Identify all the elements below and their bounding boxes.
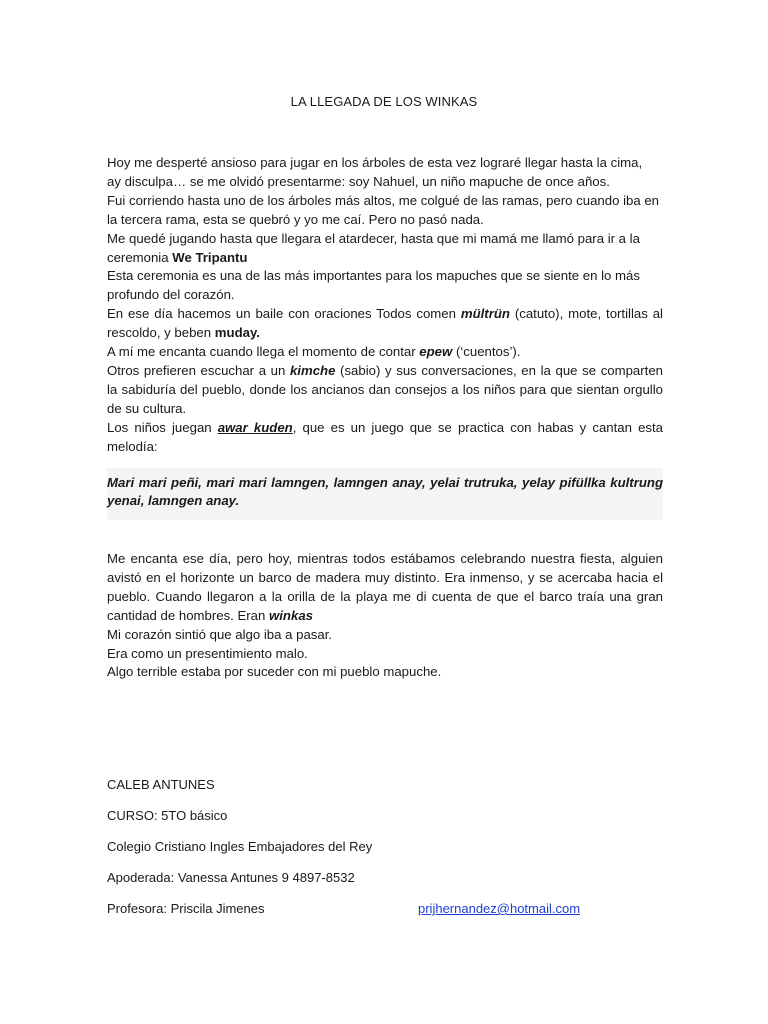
text-span: A mí me encanta cuando llega el momento de contar [107, 344, 420, 360]
text-span: (catuto), mote, tortillas al rescoldo, y beben [107, 306, 663, 341]
document-title: LA LLEGADA DE LOS WINKAS [290, 94, 478, 109]
story-body-continued [107, 550, 663, 682]
song-lyrics: Mari mari peñi, mari mari lamngen, lamngen anay, yelai trutruka, yelay pifüllka kultrung yenai, lamngen anay. [107, 468, 663, 520]
guardian-line: Apoderada: Vanessa Antunes 9 4897-8532 [107, 870, 355, 885]
paragraph-line: Mi corazón sintió que algo iba a pasar. [107, 626, 333, 642]
text-span: , que es un juego que se practica con habas y cantan esta melodía: [107, 419, 663, 454]
author-info [107, 776, 667, 931]
mapudungun-term: kimche [289, 362, 336, 378]
game-term: awar kuden [217, 419, 293, 435]
text-span: Me encanta ese día, pero hoy, mientras todos estábamos celebrando nuestra fiesta, alguien avistó en el horizonte un barco de madera muy distinto. Era inmenso, y se acercaba hacia el pueblo. Cuando llegaron a la orilla de la playa me di cuenta de que el barco traía una gran cantidad de hombres. Eran [107, 551, 663, 623]
paragraph-line [107, 419, 663, 457]
paragraph-line [107, 230, 663, 268]
paragraph-line [107, 362, 663, 419]
teacher-name: Profesora: Priscila Jimenes [107, 901, 265, 916]
text-span: (‘cuentos’). [452, 344, 521, 360]
paragraph-line [107, 550, 663, 626]
paragraph-line: Algo terrible estaba por suceder con mi pueblo mapuche. [107, 664, 442, 680]
text-span: En ese día hacemos un baile con oraciones Todos comen [107, 306, 461, 322]
ceremony-name: We Tripantu [172, 249, 248, 265]
paragraph-line: ay disculpa… se me olvidó presentarme: soy Nahuel, un niño mapuche de once años. [107, 173, 610, 189]
paragraph-line: Era como un presentimiento malo. [107, 645, 308, 661]
paragraph-line: Esta ceremonia es una de las más importantes para los mapuches que se siente en lo más profundo del corazón. [107, 268, 640, 303]
paragraph-line: Fui corriendo hasta uno de los árboles más altos, me colgué de las ramas, pero cuando iba en la tercera rama, esta se quebró y yo me caí. Pero no pasó nada. [107, 192, 659, 227]
course-line: CURSO: 5TO básico [107, 808, 228, 823]
email-link[interactable]: prijhernandez@hotmail.com [418, 901, 581, 916]
paragraph-line [107, 343, 663, 362]
teacher-line [107, 900, 667, 931]
paragraph-line [107, 305, 663, 343]
text-span: (sabio) y sus conversaciones, en la que se comparten la sabiduría del pueblo, donde los ancianos dan consejos a los niños para que sientan orgullo de su cultura. [107, 362, 663, 416]
author-name: CALEB ANTUNES [107, 777, 215, 792]
story-body [107, 154, 663, 520]
text-span: Me quedé jugando hasta que llegara el atardecer, hasta que mi mamá me llamó para ir a la ceremonia [107, 230, 640, 265]
text-span: Otros prefieren escuchar a un [107, 362, 290, 378]
text-span: Los niños juegan [107, 419, 218, 435]
school-line: Colegio Cristiano Ingles Embajadores del Rey [107, 839, 373, 854]
food-term: mültrün [460, 306, 510, 322]
mapudungun-term: epew [419, 344, 453, 360]
winkas-term: winkas [269, 607, 313, 623]
drink-term: muday. [214, 325, 260, 341]
paragraph-line: Hoy me desperté ansioso para jugar en los árboles de esta vez lograré llegar hasta la cima, [107, 155, 643, 170]
